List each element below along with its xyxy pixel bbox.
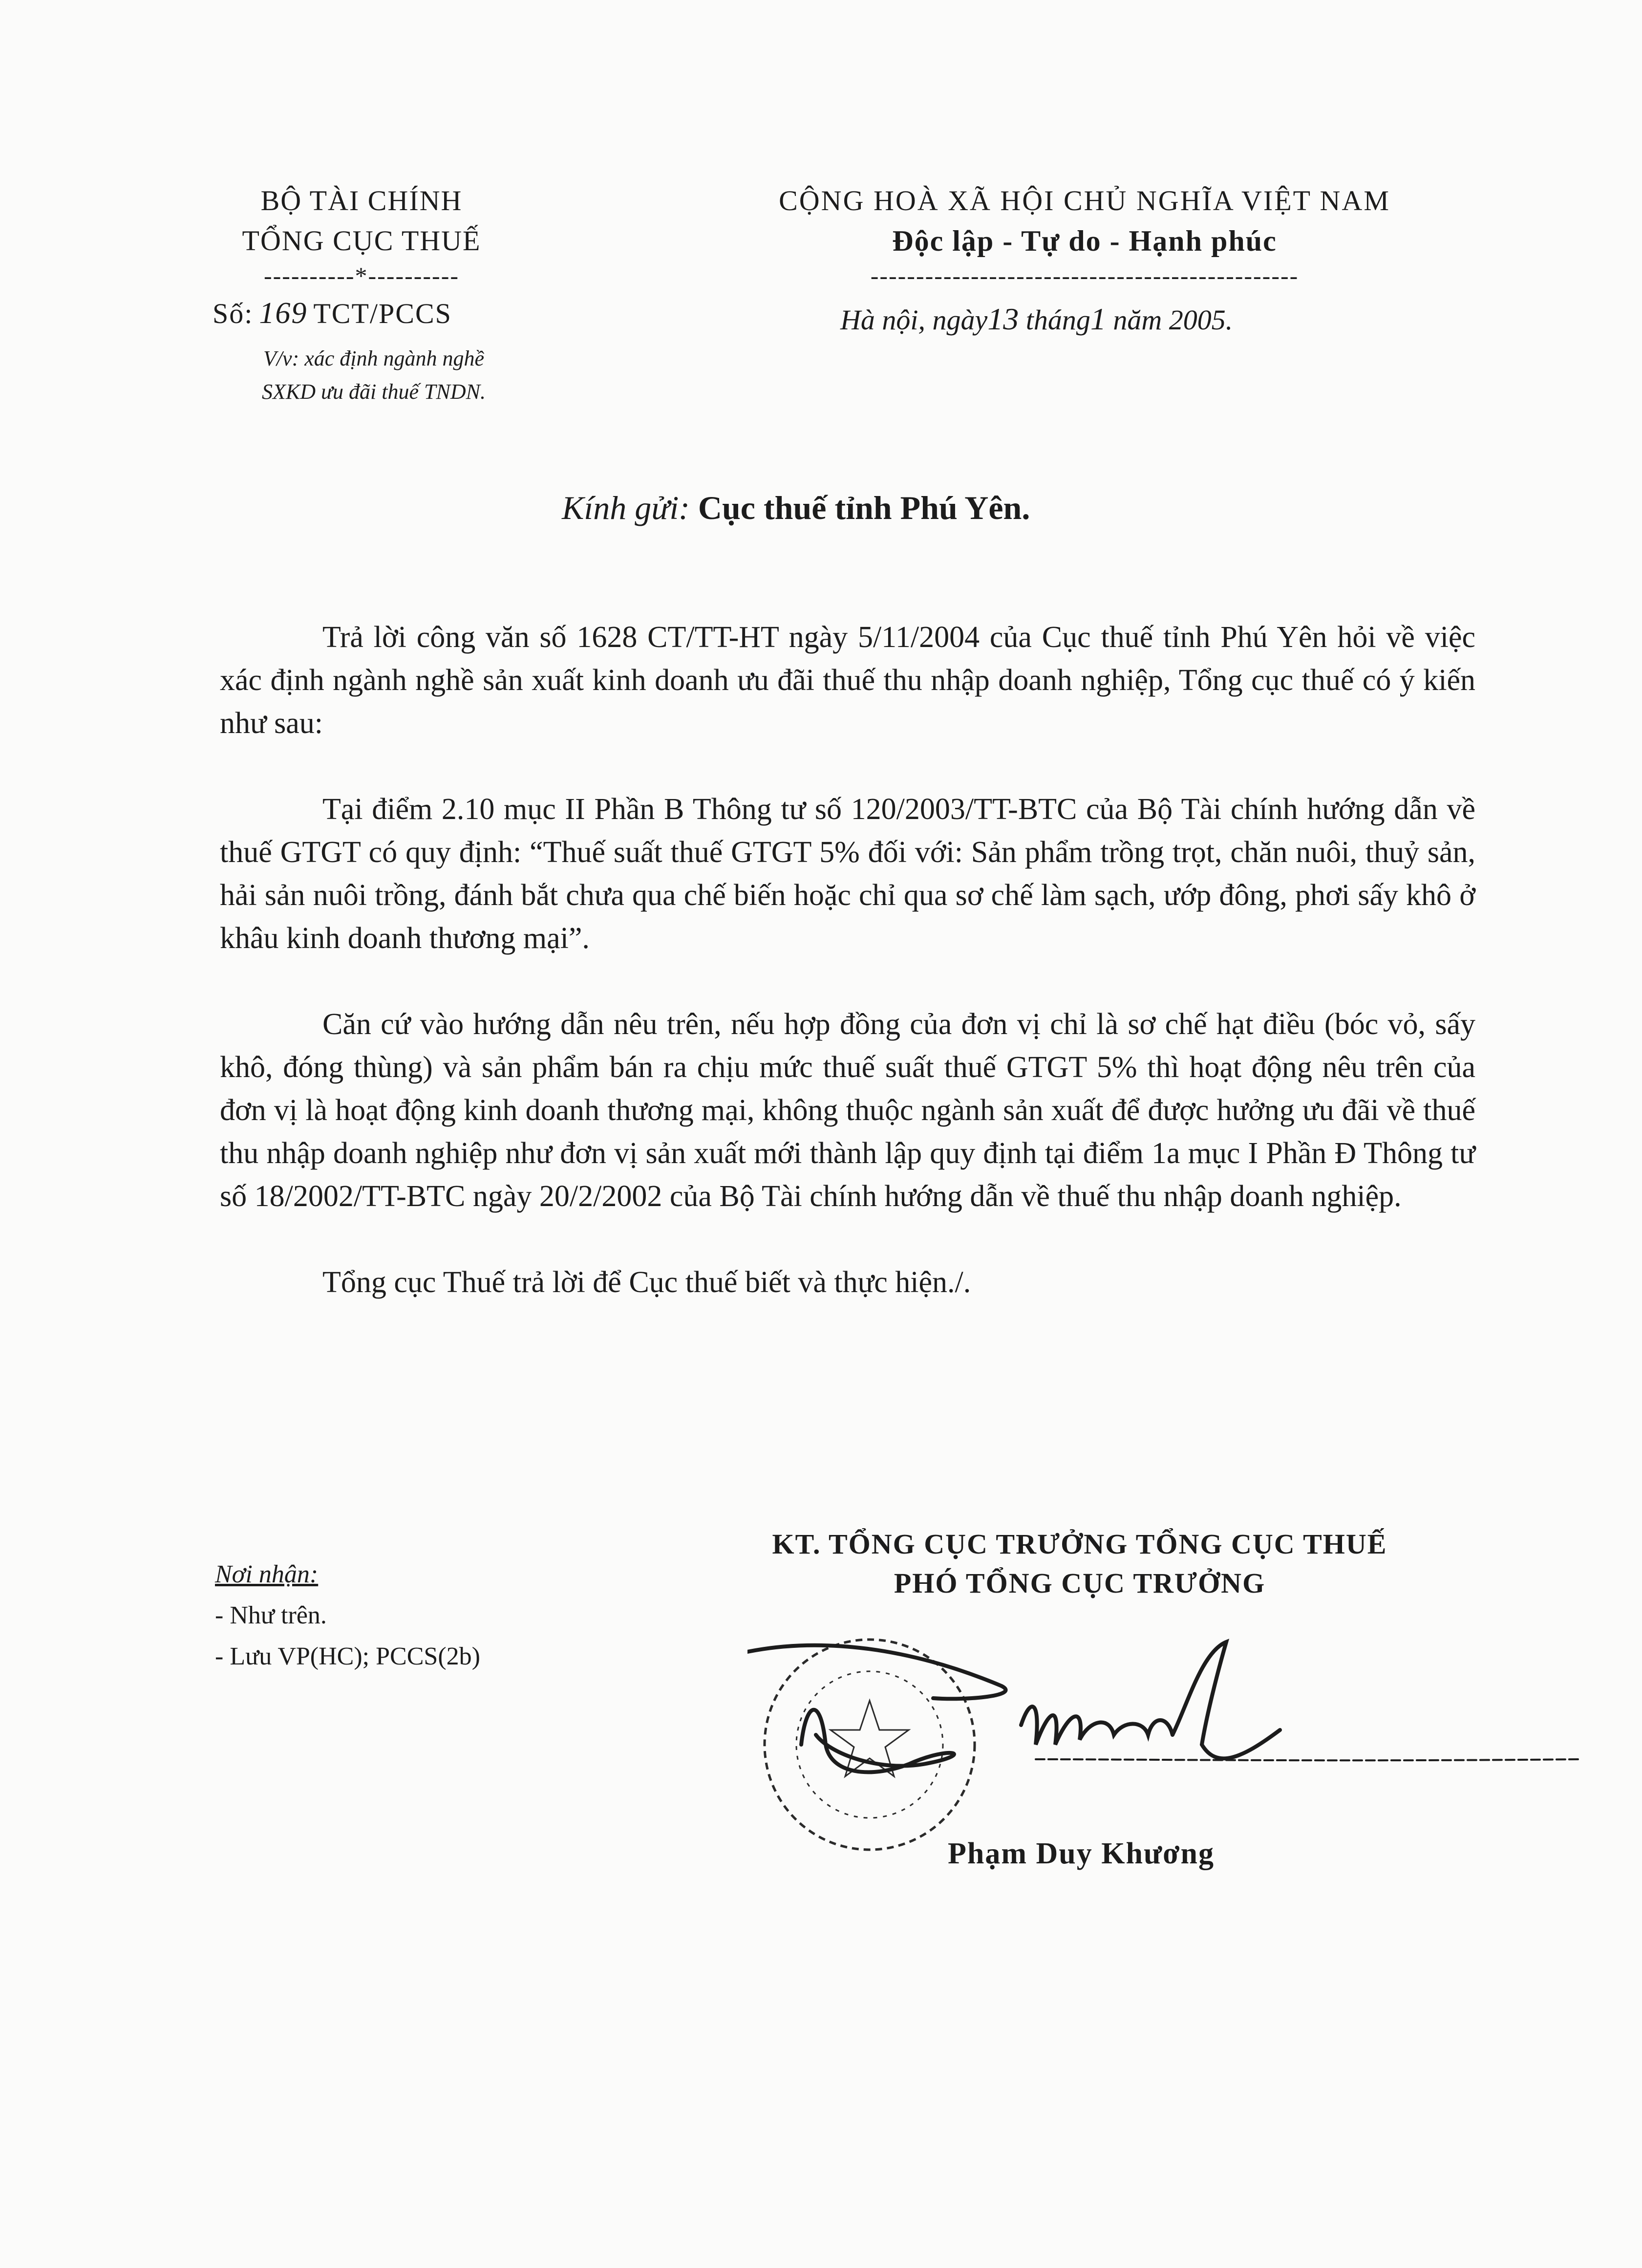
addressee-name: Cục thuế tỉnh Phú Yên. xyxy=(698,489,1030,526)
national-motto: Độc lập - Tự do - Hạnh phúc xyxy=(892,225,1277,257)
letter-body xyxy=(220,616,1475,1347)
addressee xyxy=(562,489,1030,527)
signature-title xyxy=(728,1525,1431,1603)
subject-line-2: SXKD ưu đãi thuế TNDN. xyxy=(262,380,486,404)
department-name: TỔNG CỤC THUẾ xyxy=(242,225,481,257)
ref-prefix: Số: xyxy=(213,298,254,329)
body-paragraph: Tổng cục Thuế trả lời để Cục thuế biết và thực hiện./. xyxy=(322,1266,971,1299)
issuer-block xyxy=(186,181,537,290)
distribution-title: Nơi nhận: xyxy=(215,1560,319,1588)
stamp-seal-icon xyxy=(765,1640,975,1850)
national-header xyxy=(733,181,1436,290)
signer-name: Phạm Duy Khương xyxy=(948,1837,1215,1870)
issuer-separator: ----------*---------- xyxy=(263,262,459,289)
subject-line-1: V/v: xác định ngành nghề xyxy=(263,346,485,370)
body-paragraph: Trả lời công văn số 1628 CT/TT-HT ngày 5/11/2004 của Cục thuế tỉnh Phú Yên hỏi về việc xác định ngành nghề sản xuất kinh doanh ưu đãi thuế thu nhập doanh nghiệp, Tổng cục thuế có ý kiến như sau: xyxy=(220,621,1475,740)
date-day: 13 xyxy=(987,302,1019,336)
nation-name: CỘNG HOÀ XÃ HỘI CHỦ NGHĨA VIỆT NAM xyxy=(779,185,1390,216)
distribution-item: - Lưu VP(HC); PCCS(2b) xyxy=(215,1642,480,1670)
ministry-name: BỘ TÀI CHÍNH xyxy=(260,185,463,216)
signature-title-line-1: KT. TỔNG CỤC TRƯỞNG TỔNG CỤC THUẾ xyxy=(772,1528,1387,1560)
date-year: năm 2005. xyxy=(1113,304,1233,336)
addressee-label: Kính gửi: xyxy=(562,489,690,526)
distribution-item: - Như trên. xyxy=(215,1601,327,1629)
national-separator: ----------------------------------------------- xyxy=(870,262,1299,289)
document-subject xyxy=(215,342,533,409)
distribution-list xyxy=(215,1554,480,1677)
date-month-label: tháng xyxy=(1025,304,1090,336)
body-paragraph: Tại điểm 2.10 mục II Phần B Thông tư số 120/2003/TT-BTC của Bộ Tài chính hướng dẫn về thuế GTGT có quy định: “Thuế suất thuế GTGT 5% đối với: Sản phẩm trồng trọt, chăn nuôi, thuỷ sản, hải sản nuôi trồng, đánh bắt chưa qua chế biến hoặc chỉ qua sơ chế làm sạch, ướp đông, phơi sấy khô ở khâu kinh doanh thương mại”. xyxy=(220,793,1475,955)
official-stamp-and-signature xyxy=(747,1632,1588,1867)
document-reference xyxy=(213,296,452,331)
ref-suffix: TCT/PCCS xyxy=(313,298,452,329)
date-month: 1 xyxy=(1090,302,1106,336)
body-paragraph: Căn cứ vào hướng dẫn nêu trên, nếu hợp đồng của đơn vị chỉ là sơ chế hạt điều (bóc vỏ, sấy khô, đóng thùng) và sản phẩm bán ra chịu mức thuế suất thuế GTGT 5% thì hoạt động nêu trên của đơn vị là hoạt động kinh doanh thương mại, không thuộc ngành sản xuất để được hưởng ưu đãi về thuế thu nhập doanh nghiệp như đơn vị sản xuất mới thành lập quy định tại điểm 1a mục I Phần Đ Thông tư số 18/2002/TT-BTC ngày 20/2/2002 của Bộ Tài chính hướng dẫn về thuế thu nhập doanh nghiệp. xyxy=(220,1008,1475,1213)
ref-number: 169 xyxy=(259,297,308,330)
date-prefix: Hà nội, ngày xyxy=(840,304,988,336)
signature-title-line-2: PHÓ TỔNG CỤC TRƯỞNG xyxy=(894,1567,1266,1599)
issue-date xyxy=(840,301,1233,337)
